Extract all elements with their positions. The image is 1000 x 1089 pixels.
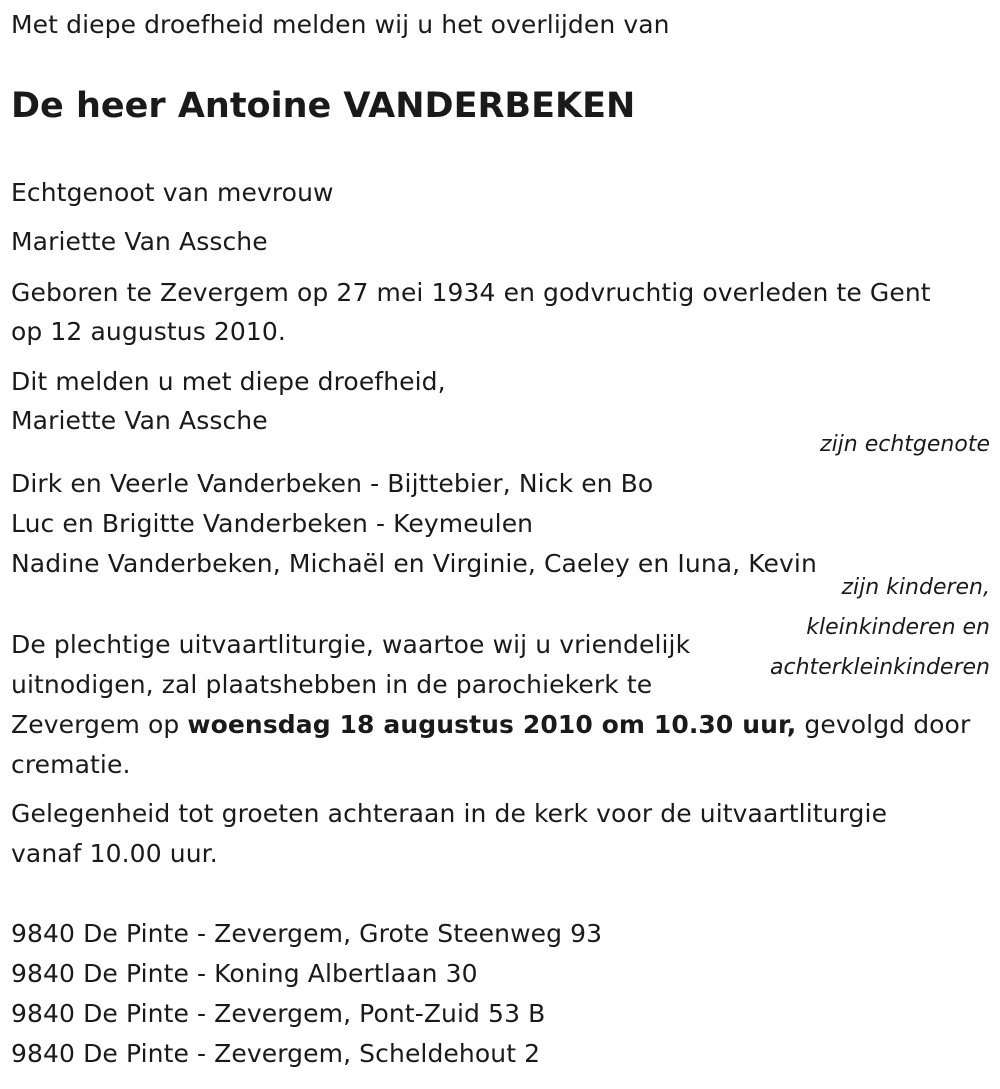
funeral-line-1: De plechtige uitvaartliturgie, waartoe wij u vriendelijk: [11, 630, 691, 659]
family-line-3: Nadine Vanderbeken, Michaël en Virginie, Caeley en Iuna, Kevin: [11, 549, 817, 578]
role-children-line-2: kleinkinderen en: [806, 615, 990, 640]
birth-death-line-1: Geboren te Zevergem op 27 mei 1934 en godvruchtig overleden te Gent: [11, 278, 931, 307]
funeral-date-time: woensdag 18 augustus 2010 om 10.30 uur,: [187, 710, 797, 739]
announce-line-2: Mariette Van Assche: [11, 406, 268, 435]
funeral-line-2: uitnodigen, zal plaatshebben in de parochiekerk te: [11, 670, 653, 699]
address-line-4: 9840 De Pinte - Zevergem, Scheldehout 2: [11, 1039, 541, 1068]
family-line-2: Luc en Brigitte Vanderbeken - Keymeulen: [11, 509, 534, 538]
role-children-line-3: achterkleinkinderen: [770, 655, 990, 680]
funeral-line-3-start: Zevergem op: [11, 710, 188, 739]
spouse-line-1: Echtgenoot van mevrouw: [11, 178, 334, 207]
announce-line-1: Dit melden u met diepe droefheid,: [11, 367, 446, 396]
greeting-line-2: vanaf 10.00 uur.: [11, 839, 218, 868]
spouse-line-2: Mariette Van Assche: [11, 227, 268, 256]
address-line-1: 9840 De Pinte - Zevergem, Grote Steenweg 93: [11, 919, 603, 948]
funeral-line-4: crematie.: [11, 750, 131, 779]
role-spouse: zijn echtgenote: [820, 432, 990, 457]
address-line-2: 9840 De Pinte - Koning Albertlaan 30: [11, 959, 478, 988]
funeral-line-3: [11, 705, 970, 745]
role-children-line-1: zijn kinderen,: [841, 575, 990, 600]
birth-death-line-2: op 12 augustus 2010.: [11, 317, 286, 346]
funeral-line-3-end: gevolgd door: [796, 710, 971, 739]
address-line-3: 9840 De Pinte - Zevergem, Pont-Zuid 53 B: [11, 999, 546, 1028]
intro-text: Met diepe droefheid melden wij u het overlijden van: [11, 10, 670, 39]
family-line-1: Dirk en Veerle Vanderbeken - Bijttebier, Nick en Bo: [11, 469, 654, 498]
greeting-line-1: Gelegenheid tot groeten achteraan in de kerk voor de uitvaartliturgie: [11, 799, 888, 828]
deceased-name: De heer Antoine VANDERBEKEN: [11, 86, 636, 126]
